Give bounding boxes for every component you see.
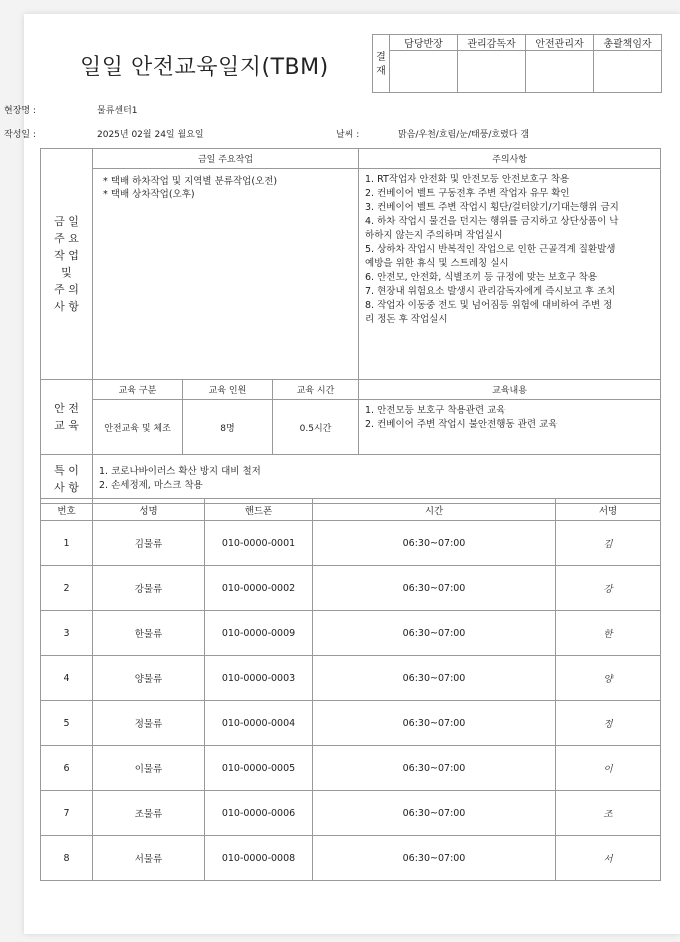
caution-item: 1. RT작업자 안전화 및 안전모등 안전보호구 착용: [365, 174, 570, 185]
row-no: 5: [41, 701, 93, 746]
caution-item: 6. 안전모, 안전화, 식별조끼 등 규정에 맞는 보호구 착용: [365, 272, 597, 283]
row-phone: 010-0000-0006: [205, 791, 313, 836]
row-phone: 010-0000-0002: [205, 566, 313, 611]
attendance-table: [40, 498, 661, 881]
approval-role: 총괄책임자: [594, 35, 662, 51]
education-time-header: 교육 시간: [273, 380, 359, 400]
row-time: 06:30~07:00: [313, 566, 556, 611]
row-signature: 한: [556, 611, 661, 656]
caution-item: 5. 상하차 작업시 반복적인 작업으로 인한 근골격계 질환발생: [365, 244, 616, 255]
table-row: [41, 521, 661, 566]
education-content-item: 1. 안전모등 보호구 착용관련 교육: [365, 405, 506, 416]
work-education-table: [40, 148, 661, 504]
row-name: 한물류: [93, 611, 205, 656]
approval-sign-box[interactable]: [390, 51, 458, 93]
caution-list: [359, 169, 661, 380]
caution-item: 리 정돈 후 작업실시: [365, 314, 448, 325]
row-name: 이물류: [93, 746, 205, 791]
row-name: 조물류: [93, 791, 205, 836]
approval-table: [372, 34, 662, 93]
date-label: 작성일 :: [4, 130, 36, 140]
approval-sign-box[interactable]: [458, 51, 526, 93]
approval-role: 관리감독자: [458, 35, 526, 51]
row-signature: 조: [556, 791, 661, 836]
table-row: [41, 836, 661, 881]
approval-sign-box[interactable]: [594, 51, 662, 93]
caution-item: 8. 작업자 이동중 전도 및 넘어짐등 위험에 대비하여 주변 정: [365, 300, 613, 311]
row-signature: 김: [556, 521, 661, 566]
special-note: 1. 코로나바이러스 확산 방지 대비 철저: [99, 466, 261, 477]
table-row: [41, 701, 661, 746]
document-title: 일일 안전교육일지(TBM): [80, 55, 329, 80]
table-row: [41, 611, 661, 656]
row-no: 7: [41, 791, 93, 836]
row-time: 06:30~07:00: [313, 791, 556, 836]
education-content-item: 2. 컨베이어 주변 작업시 불안전행동 관련 교육: [365, 419, 558, 430]
work-item: * 택배 하차작업 및 지역별 분류작업(오전): [103, 176, 278, 187]
caution-item: 2. 컨베이어 벨트 구동전후 주변 작업자 유무 확인: [365, 188, 570, 199]
education-type-header: 교육 구분: [93, 380, 183, 400]
approval-role: 안전관리자: [526, 35, 594, 51]
header-phone: 핸드폰: [205, 499, 313, 521]
row-phone: 010-0000-0004: [205, 701, 313, 746]
row-signature: 정: [556, 701, 661, 746]
document-sheet: [4, 14, 680, 934]
table-row: [41, 656, 661, 701]
caution-item: 하하지 않는지 주의하며 작업실시: [365, 230, 503, 241]
approval-role: 담당반장: [390, 35, 458, 51]
table-row: [41, 746, 661, 791]
caution-item: 4. 하차 작업시 물건을 던지는 행위를 금지하고 상단상품이 낙: [365, 216, 619, 227]
education-content-header: 교육내용: [359, 380, 661, 400]
row-name: 정물류: [93, 701, 205, 746]
work-side-label: 금 일 주 요 작 업 및 주 의 사 항: [41, 149, 93, 380]
row-phone: 010-0000-0003: [205, 656, 313, 701]
row-no: 3: [41, 611, 93, 656]
table-row: [41, 566, 661, 611]
row-phone: 010-0000-0009: [205, 611, 313, 656]
row-time: 06:30~07:00: [313, 746, 556, 791]
caution-item: 3. 컨베이어 벨트 주변 작업시 횡단/걸터앉기/기대는행위 금지: [365, 202, 619, 213]
education-people-header: 교육 인원: [183, 380, 273, 400]
row-no: 4: [41, 656, 93, 701]
row-name: 김물류: [93, 521, 205, 566]
work-item: * 택배 상차작업(오후): [103, 189, 195, 200]
education-side-label: 안 전 교 육: [41, 380, 93, 455]
caution-item: 예방을 위한 휴식 및 스트레칭 실시: [365, 258, 509, 269]
row-time: 06:30~07:00: [313, 611, 556, 656]
row-signature: 이: [556, 746, 661, 791]
row-time: 06:30~07:00: [313, 521, 556, 566]
row-signature: 양: [556, 656, 661, 701]
row-time: 06:30~07:00: [313, 701, 556, 746]
row-phone: 010-0000-0005: [205, 746, 313, 791]
row-signature: 서: [556, 836, 661, 881]
attendance-header-row: [41, 499, 661, 521]
row-no: 2: [41, 566, 93, 611]
approval-sign-box[interactable]: [526, 51, 594, 93]
row-time: 06:30~07:00: [313, 656, 556, 701]
education-people: 8명: [183, 400, 273, 455]
date-value: 2025년 02월 24일 월요일: [97, 130, 204, 140]
header-sign: 서명: [556, 499, 661, 521]
caution-header: 주의사항: [359, 149, 661, 169]
work-items: [93, 169, 359, 380]
row-no: 8: [41, 836, 93, 881]
site-label: 현장명 :: [4, 106, 36, 116]
education-time: 0.5시간: [273, 400, 359, 455]
approval-side-label: 결 재: [373, 35, 390, 93]
row-phone: 010-0000-0001: [205, 521, 313, 566]
header-name: 성명: [93, 499, 205, 521]
row-phone: 010-0000-0008: [205, 836, 313, 881]
table-row: [41, 791, 661, 836]
row-no: 1: [41, 521, 93, 566]
caution-item: 7. 현장내 위험요소 발생시 관리감독자에게 즉시보고 후 조치: [365, 286, 616, 297]
special-notes: [93, 455, 661, 504]
weather-value: 맑음/우천/흐림/눈/태풍/흐렸다 갬: [398, 130, 530, 140]
row-name: 서물류: [93, 836, 205, 881]
work-header: 금일 주요작업: [93, 149, 359, 169]
site-value: 물류센터1: [97, 106, 138, 116]
row-name: 양물류: [93, 656, 205, 701]
special-note: 2. 손세정제, 마스크 착용: [99, 480, 203, 491]
header-no: 번호: [41, 499, 93, 521]
row-no: 6: [41, 746, 93, 791]
special-side-label: 특 이 사 항: [41, 455, 93, 504]
education-content: [359, 400, 661, 455]
row-name: 강물류: [93, 566, 205, 611]
row-signature: 강: [556, 566, 661, 611]
education-type: 안전교육 및 체조: [93, 400, 183, 455]
weather-label: 날씨 :: [336, 130, 360, 140]
header-time: 시간: [313, 499, 556, 521]
row-time: 06:30~07:00: [313, 836, 556, 881]
